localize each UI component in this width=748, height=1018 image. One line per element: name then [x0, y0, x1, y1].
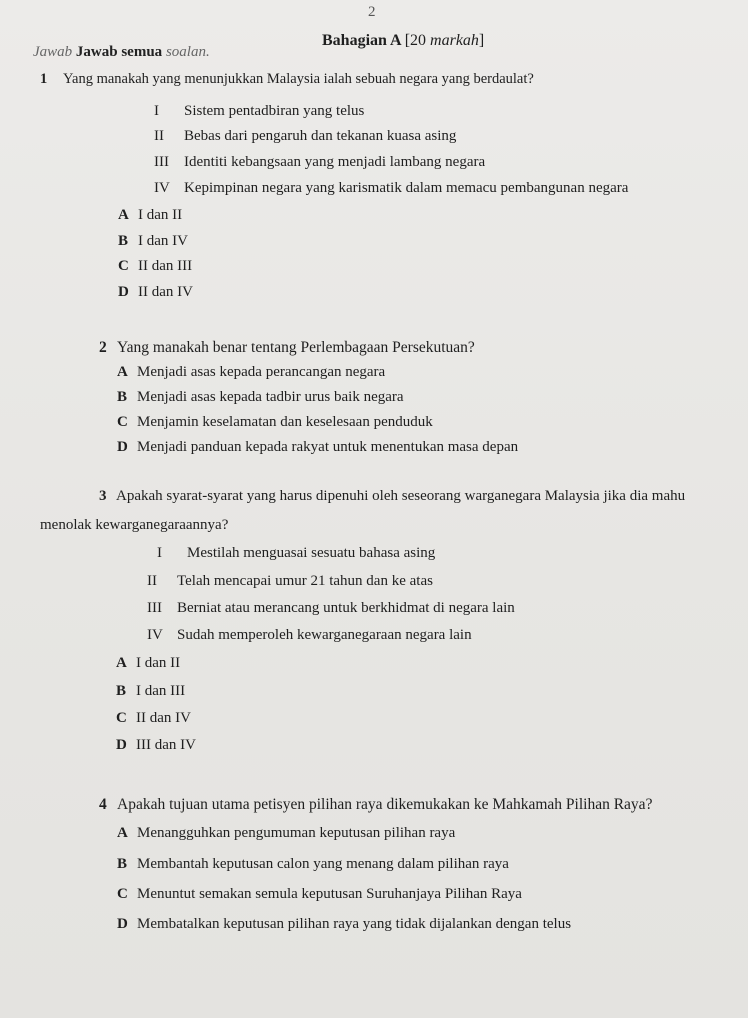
option-c[interactable]: C Menjamin keselamatan dan keselesaan penduduk [117, 414, 433, 430]
statement-item: III Identiti kebangsaan yang menjadi lambang negara [154, 154, 486, 170]
question-4-stem [99, 796, 652, 814]
statement-item: IV Kepimpinan negara yang karismatik dalam memacu pembangunan negara [154, 180, 629, 196]
statement-item: III Berniat atau merancang untuk berkhidmat di negara lain [147, 600, 515, 616]
question-text: Apakah tujuan utama petisyen pilihan raya dikemukakan ke Mahkamah Pilihan Raya? [117, 796, 653, 813]
option-b[interactable]: B Menjadi asas kepada tadbir urus baik negara [117, 389, 404, 405]
question-number: 1 [40, 71, 48, 87]
option-b[interactable]: B I dan IV [118, 233, 188, 249]
question-3-stem [99, 488, 685, 505]
page-number: 2 [368, 4, 376, 20]
question-number: 2 [99, 339, 107, 356]
question-text: Yang manakah yang menunjukkan Malaysia ialah sebuah negara yang berdaulat? [63, 71, 534, 87]
question-1-stem [40, 71, 534, 88]
section-title: Bahagian A [322, 32, 401, 49]
question-3-stem-cont [40, 517, 228, 534]
instruction-bold: Jawab semua [75, 44, 163, 60]
option-a[interactable]: A Menangguhkan pengumuman keputusan pilihan raya [117, 825, 456, 841]
option-b[interactable]: B Membantah keputusan calon yang menang dalam pilihan raya [117, 856, 509, 872]
option-a[interactable]: A I dan II [116, 655, 181, 671]
section-marks: [20 markah] [404, 32, 485, 49]
statement-item: I Mestilah menguasai sesuatu bahasa asing [157, 545, 436, 561]
option-a[interactable]: A I dan II [118, 207, 183, 223]
option-d[interactable]: D Membatalkan keputusan pilihan raya yang tidak dijalankan dengan telus [117, 916, 572, 932]
statement-item: I Sistem pentadbiran yang telus [154, 103, 365, 119]
question-text-line-2: menolak kewarganegaraannya? [40, 517, 229, 533]
question-text-line-1: Apakah syarat-syarat yang harus dipenuhi oleh seseorang warganegara Malaysia jika dia mahu [116, 488, 686, 504]
option-c[interactable]: C Menuntut semakan semula keputusan Suruhanjaya Pilihan Raya [117, 886, 522, 902]
instruction [33, 44, 210, 61]
option-c[interactable]: C II dan IV [116, 710, 191, 726]
statement-item: IV Sudah memperoleh kewarganegaraan negara lain [147, 627, 472, 643]
option-d[interactable]: D III dan IV [116, 737, 196, 753]
option-d[interactable]: D II dan IV [118, 284, 193, 300]
statement-item: II Telah mencapai umur 21 tahun dan ke atas [147, 573, 433, 589]
option-c[interactable]: C II dan III [118, 258, 193, 274]
instruction-rest: soalan. [165, 44, 210, 60]
option-d[interactable]: D Menjadi panduan kepada rakyat untuk menentukan masa depan [117, 439, 519, 455]
section-heading [322, 32, 484, 50]
question-number: 3 [99, 488, 107, 504]
instruction-prefix: Jawab [33, 44, 73, 60]
option-b[interactable]: B I dan III [116, 683, 186, 699]
question-number: 4 [99, 796, 107, 813]
question-text: Yang manakah benar tentang Perlembagaan Persekutuan? [117, 339, 475, 356]
statement-item: II Bebas dari pengaruh dan tekanan kuasa asing [154, 128, 457, 144]
question-2-stem [99, 339, 475, 357]
option-a[interactable]: A Menjadi asas kepada perancangan negara [117, 364, 386, 380]
